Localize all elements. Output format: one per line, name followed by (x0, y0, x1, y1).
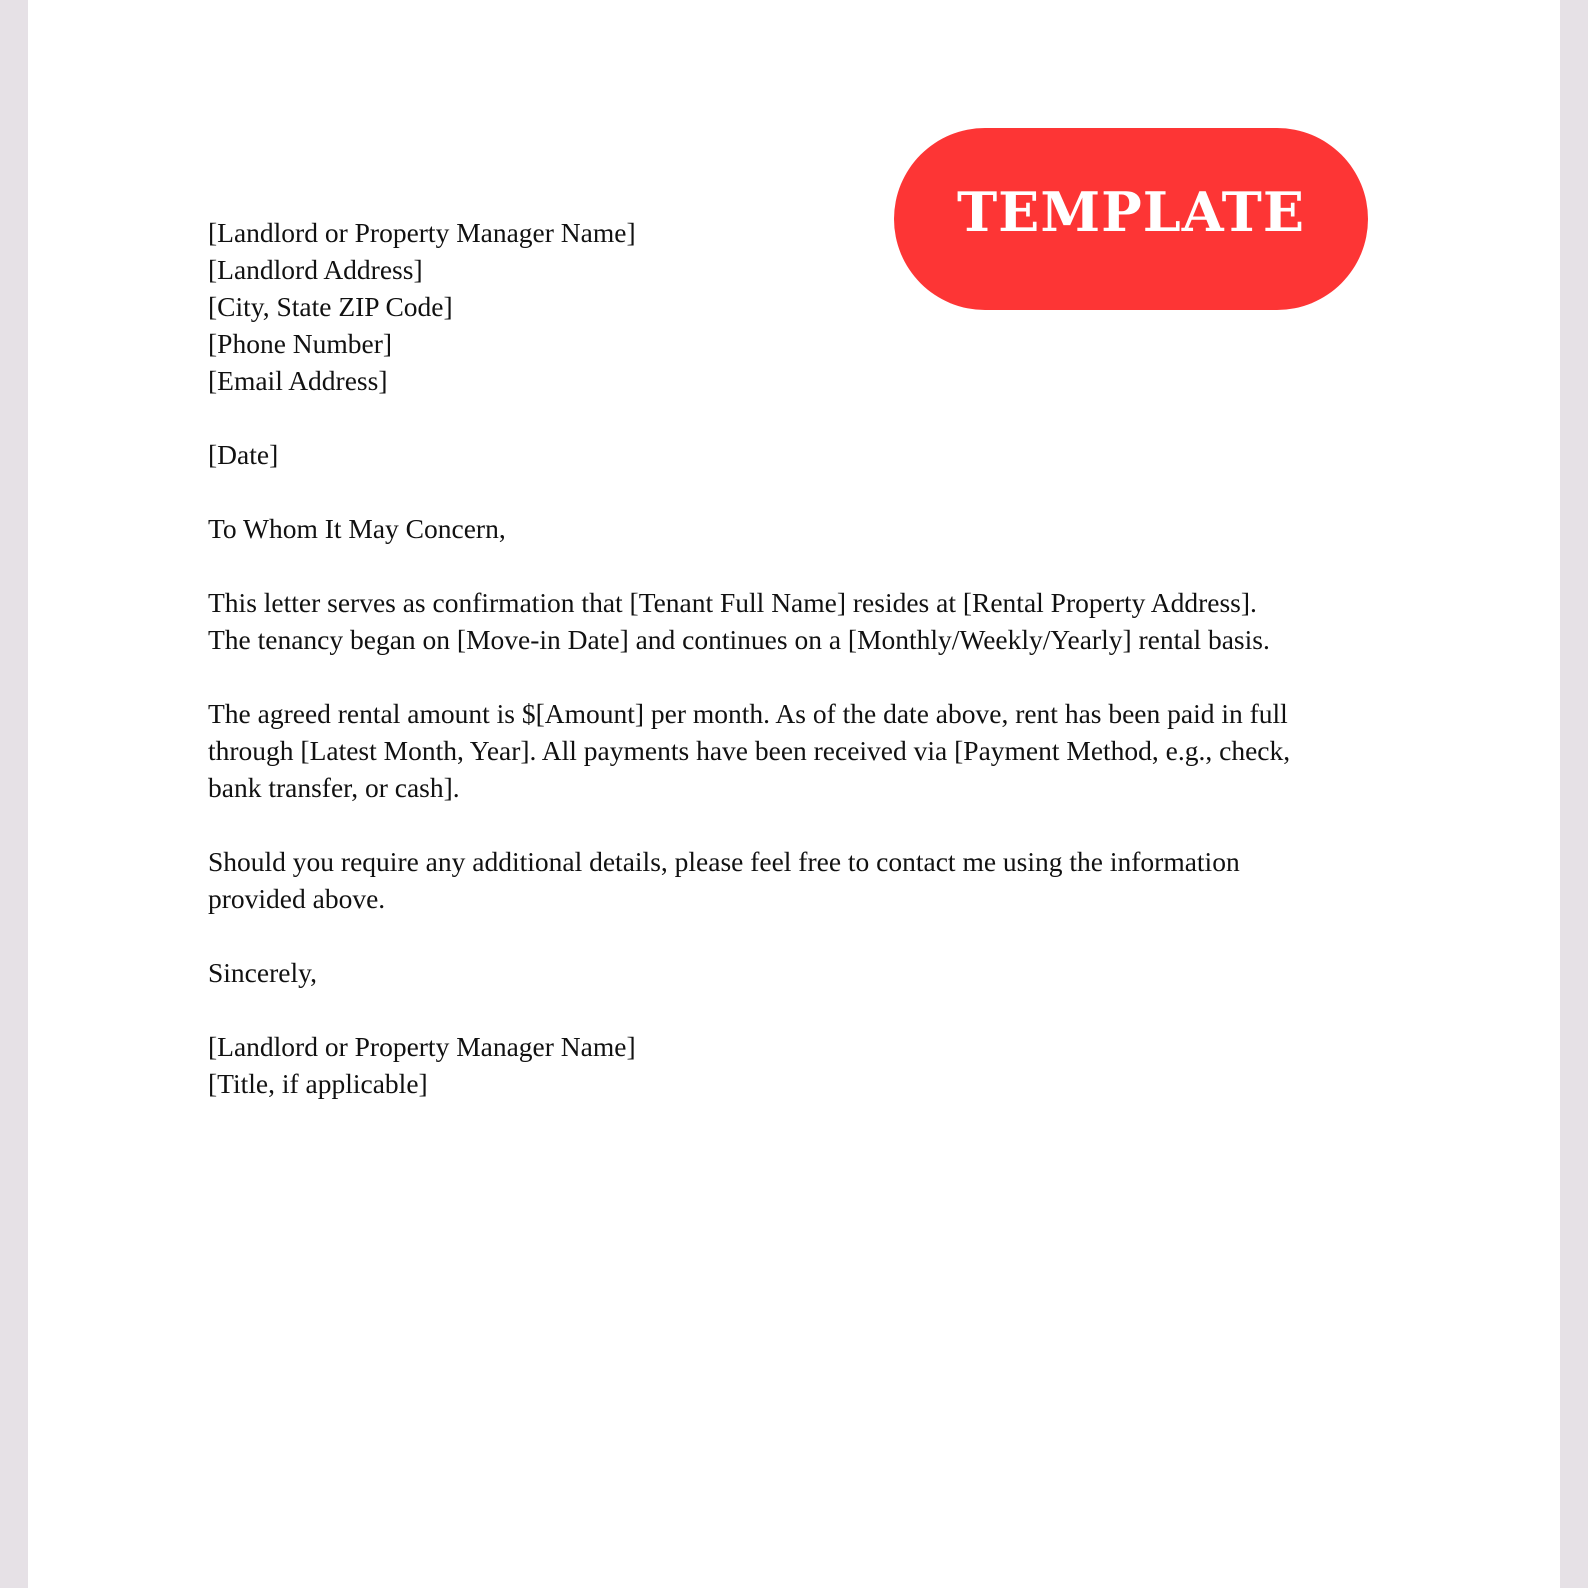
document-page (28, 0, 1560, 1588)
paragraph-line: Should you require any additional details, please feel free to contact me using the information (208, 846, 1240, 877)
paragraph-line: provided above. (208, 883, 386, 914)
sender-address: [Landlord Address] (208, 254, 423, 285)
paragraph-line: through [Latest Month, Year]. All payments have been received via [Payment Method, e.g., check, (208, 735, 1291, 766)
sender-phone: [Phone Number] (208, 328, 393, 359)
closing: Sincerely, (208, 957, 317, 988)
salutation: To Whom It May Concern, (208, 513, 506, 544)
signature-block (208, 1028, 1368, 1102)
paragraph-line: This letter serves as confirmation that [Tenant Full Name] resides at [Rental Property Address]. (208, 587, 1257, 618)
sender-city-state-zip: [City, State ZIP Code] (208, 291, 453, 322)
signature-name: [Landlord or Property Manager Name] (208, 1031, 636, 1062)
sender-block (208, 214, 1368, 399)
letter-body (208, 214, 1368, 1102)
sender-email: [Email Address] (208, 365, 388, 396)
signature-title: [Title, if applicable] (208, 1068, 428, 1099)
paragraph-rent-details (208, 695, 1368, 806)
letter-date: [Date] (208, 439, 279, 470)
template-badge-label: TEMPLATE (957, 180, 1305, 244)
paragraph-line: The agreed rental amount is $[Amount] per month. As of the date above, rent has been paid in full (208, 698, 1288, 729)
paragraph-line: The tenancy began on [Move-in Date] and continues on a [Monthly/Weekly/Yearly] rental basis. (208, 624, 1270, 655)
paragraph-line: bank transfer, or cash]. (208, 772, 460, 803)
paragraph-contact (208, 843, 1368, 917)
sender-name: [Landlord or Property Manager Name] (208, 217, 636, 248)
paragraph-confirmation (208, 584, 1368, 658)
